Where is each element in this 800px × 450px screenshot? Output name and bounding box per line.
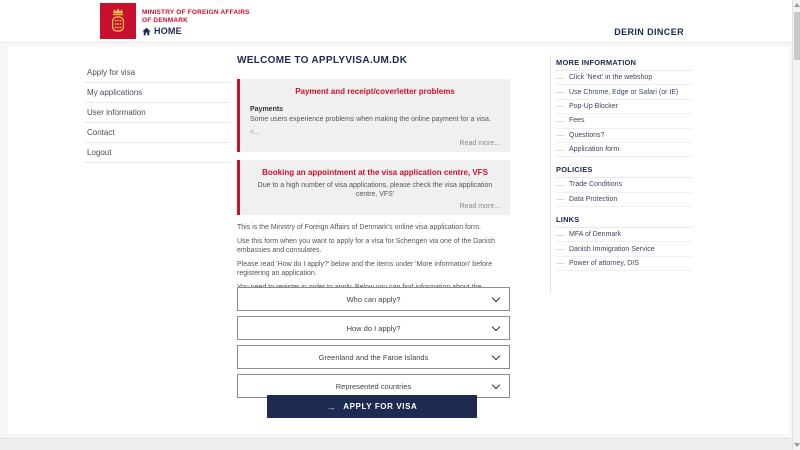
accordion-label: How do I apply? — [346, 323, 401, 333]
alert-title: Booking an appointment at the visa application centre, VFS — [262, 168, 488, 177]
intro-paragraph: Please read 'How do I apply?' below and the items under 'More information' before registering an application. — [237, 261, 493, 277]
chevron-down-icon — [492, 352, 500, 360]
column-divider — [550, 55, 551, 293]
link-application-form[interactable]: Application form — [556, 143, 692, 157]
accordion-greenland-faroe[interactable] — [237, 345, 510, 369]
read-more-link[interactable]: Read more... — [459, 203, 500, 210]
page-scrollbar[interactable] — [792, 0, 800, 450]
alert-body: Due to a high number of visa applications, please check the visa application centre, VFS' — [257, 182, 493, 198]
alert-payment-problems — [237, 79, 510, 152]
accordion-label: Who can apply? — [346, 294, 401, 304]
intro-paragraph: This is the Ministry of Foreign Affairs of Denmark's online visa application form. — [237, 224, 481, 231]
alert-vfs-appointment — [237, 160, 510, 215]
chevron-down-icon — [492, 381, 500, 389]
intro-paragraph: Use this form when you want to apply for a visa for Schengen via one of the Danish embassies and consulates. — [237, 238, 495, 254]
scrollbar-down-icon[interactable] — [794, 443, 800, 447]
info-accordions — [237, 287, 510, 403]
mfa-logo[interactable] — [100, 3, 136, 39]
home-label: HOME — [154, 26, 182, 36]
accordion-label: Represented countries — [335, 381, 412, 391]
link-browser-advice[interactable]: Use Chrome, Edge or Safari (or IE) — [556, 85, 692, 99]
chevron-down-icon — [492, 294, 500, 302]
alert-title: Payment and receipt/coverletter problems — [295, 87, 455, 96]
accordion-who-can-apply[interactable] — [237, 287, 510, 311]
left-navigation — [85, 63, 230, 163]
link-power-of-attorney[interactable]: Power of attorney, DIS — [556, 257, 692, 271]
apply-for-visa-button[interactable] — [267, 395, 477, 418]
home-link[interactable] — [142, 26, 182, 36]
link-danish-immigration-service[interactable]: Danish Immigration Service — [556, 242, 692, 256]
arrow-right-icon: → — [326, 401, 337, 412]
dk-coat-of-arms-icon — [100, 3, 136, 39]
section-header-more-information: MORE INFORMATION — [556, 55, 692, 71]
link-trade-conditions[interactable]: Trade Conditions — [556, 178, 692, 192]
sidebar-item-apply-for-visa[interactable]: Apply for visa — [85, 63, 230, 83]
main-content — [237, 55, 510, 306]
sidebar-item-contact[interactable]: Contact — [85, 123, 230, 143]
ministry-name — [142, 9, 250, 25]
apply-button-label: APPLY FOR VISA — [343, 402, 418, 411]
accordion-label: Greenland and the Faroe Islands — [318, 352, 429, 362]
sidebar-item-user-information[interactable]: User information — [85, 103, 230, 123]
link-mfa-of-denmark[interactable]: MFA of Denmark — [556, 228, 692, 242]
home-icon — [142, 27, 151, 36]
link-popup-blocker[interactable]: Pop-Up Blocker — [556, 100, 692, 114]
sidebar-item-my-applications[interactable]: My applications — [85, 83, 230, 103]
accordion-how-do-i-apply[interactable] — [237, 316, 510, 340]
ministry-name-line1: MINISTRY OF FOREIGN AFFAIRS — [142, 9, 250, 16]
section-header-policies: POLICIES — [556, 162, 692, 178]
link-fees[interactable]: Fees — [556, 114, 692, 128]
alert-truncated-text: <... — [250, 129, 260, 136]
sidebar-item-logout[interactable]: Logout — [85, 143, 230, 163]
read-more-link[interactable]: Read more... — [459, 140, 500, 147]
section-header-links: LINKS — [556, 212, 692, 228]
scrollbar-thumb[interactable] — [794, 12, 800, 60]
link-questions[interactable]: Questions? — [556, 129, 692, 143]
alert-subtitle: Payments — [250, 106, 284, 113]
user-menu[interactable]: DERIN DINCER — [614, 27, 684, 37]
right-sidebar — [556, 55, 692, 271]
alert-body: Some users experience problems when making the online payment for a visa. — [250, 116, 491, 123]
footer-strip — [0, 438, 792, 450]
scrollbar-up-icon[interactable] — [794, 3, 800, 7]
link-data-protection[interactable]: Data Protection — [556, 193, 692, 207]
chevron-down-icon — [492, 323, 500, 331]
link-click-next-webshop[interactable]: Click 'Next' in the webshop — [556, 71, 692, 85]
page-title: WELCOME TO APPLYVISA.UM.DK — [237, 55, 408, 66]
top-header — [0, 0, 792, 43]
ministry-name-line2: OF DENMARK — [142, 17, 189, 24]
